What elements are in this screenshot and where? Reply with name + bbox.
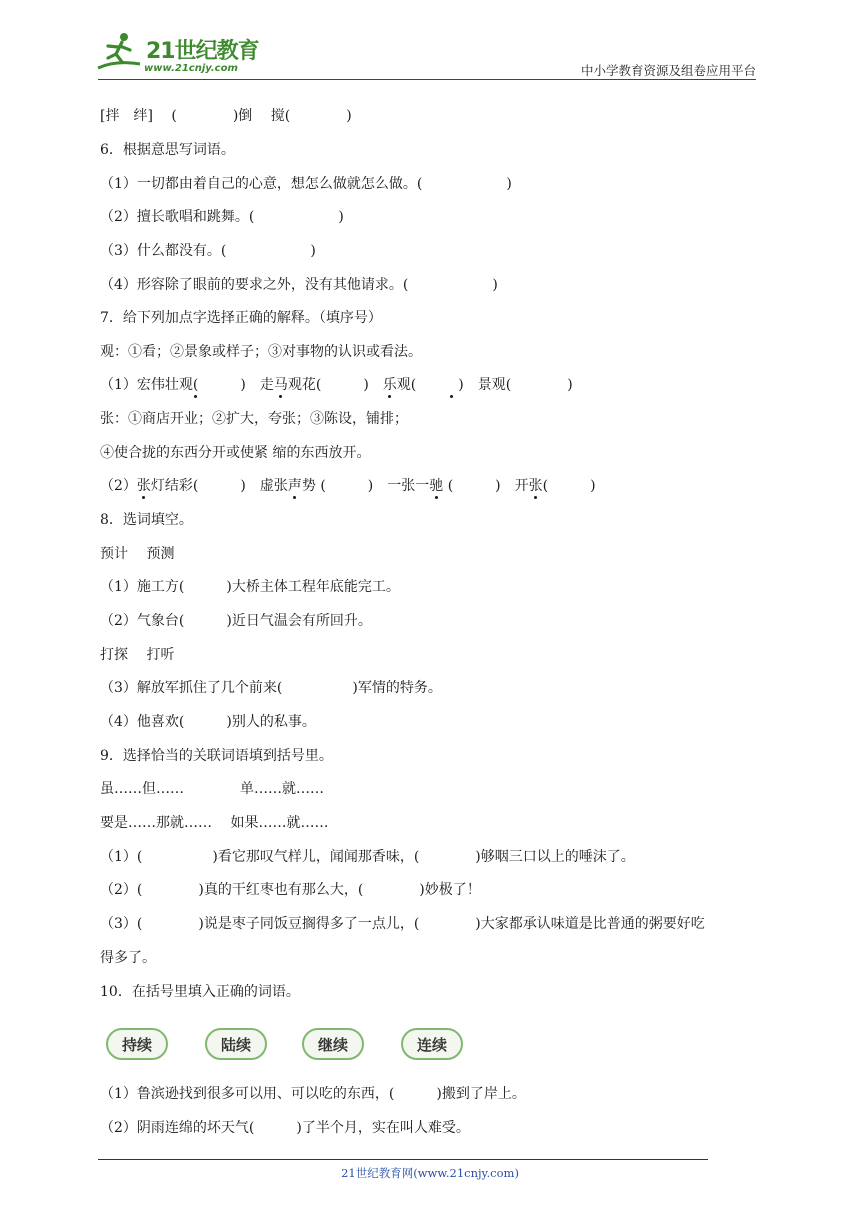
q8-word-pair-2: 打探 打听 [100, 647, 175, 663]
q7-title: 7．给下列加点字选择正确的解释。（填序号） [100, 310, 382, 326]
q9-item-2: （2）( )真的干红枣也有那么大，( )妙极了！ [100, 882, 481, 898]
q10-item-2: （2）阴雨连绵的坏天气( )了半个月，实在叫人难受。 [100, 1120, 470, 1136]
q6-item-4: （4）形容除了眼前的要求之外，没有其他请求。( ) [100, 277, 498, 293]
q8-word-pair-1: 预计 预测 [100, 546, 175, 562]
word-chip-label: 继续 [317, 1036, 348, 1054]
logo-text: 21世纪教育 [146, 39, 259, 64]
q8-item-3: （3）解放军抓住了几个前来( )军情的特务。 [100, 680, 442, 696]
emphasis-dot-char: 驰 [429, 478, 444, 494]
word-chip-label: 陆续 [220, 1036, 251, 1054]
page-footer: 21世纪教育网(www.21cnjy.com) [341, 1166, 519, 1180]
word-chip-label: 连续 [416, 1036, 447, 1054]
q6-item-1: （1）一切都由着自己的心意，想怎么做就怎么做。( ) [100, 176, 512, 192]
q6-item-2: （2）擅长歌唱和跳舞。( ) [100, 209, 344, 225]
runner-logo-icon [94, 30, 144, 74]
q7-item-2: （2）张灯结彩( ) 虚张声势 ( ) 一张一驰 ( ) 开张( ) [100, 478, 596, 494]
q7-item-1: （1）宏伟壮观( ) 走马观花( ) 乐观( ) 景观( ) [100, 377, 573, 393]
site-logo [94, 30, 264, 78]
emphasis-dot-char: ( [192, 377, 199, 393]
word-chip-1 [105, 1027, 169, 1061]
emphasis-dot-char: 声 [287, 478, 302, 494]
q9-item-1: （1）( )看它那叹气样儿，闻闻那香味，( )够咽三口以上的唾沫了。 [100, 849, 635, 865]
q5-tail-line: [拌 绊] ( )倒 搅( ) [100, 108, 352, 124]
logo-url: www.21cnjy.com [144, 63, 238, 74]
q8-item-1: （1）施工方( )大桥主体工程年底能完工。 [100, 579, 400, 595]
q8-item-2: （2）气象台( )近日气温会有所回升。 [100, 613, 372, 629]
word-choice-chips [100, 1027, 500, 1067]
q7-zhang-definition-4: ④使合拢的东西分开或使紧 缩的东西放开。 [100, 445, 371, 461]
header-divider [98, 79, 756, 80]
emphasis-dot-char: 乐 [382, 377, 397, 393]
q9-item-3-continued: 得多了。 [100, 950, 156, 966]
word-chip-2 [204, 1027, 268, 1061]
emphasis-dot-char: 张 [528, 478, 543, 494]
q10-item-1: （1）鲁滨逊找到很多可以用、可以吃的东西，( )搬到了岸上。 [100, 1086, 526, 1102]
word-chip-4 [400, 1027, 464, 1061]
q6-item-3: （3）什么都没有。( ) [100, 243, 316, 259]
footer-divider [98, 1159, 708, 1160]
q8-title: 8．选词填空。 [100, 512, 193, 528]
q9-title: 9．选择恰当的关联词语填到括号里。 [100, 748, 333, 764]
q10-title: 10．在括号里填入正确的词语。 [100, 984, 300, 1000]
word-chip-3 [301, 1027, 365, 1061]
q9-options-1: 虽……但…… 单……就…… [100, 781, 324, 797]
emphasis-dot-char: 马 [273, 377, 288, 393]
emphasis-dot-char: 张 [136, 478, 151, 494]
page-header [0, 0, 860, 82]
emphasis-dot-char [444, 377, 458, 393]
q7-guan-definitions: 观：①看；②景象或样子；③对事物的认识或看法。 [100, 344, 422, 360]
word-chip-label: 持续 [121, 1036, 152, 1054]
q9-options-2: 要是……那就…… 如果……就…… [100, 815, 329, 831]
header-tagline: 中小学教育资源及组卷应用平台 [580, 63, 756, 78]
q8-item-4: （4）他喜欢( )别人的私事。 [100, 714, 316, 730]
q7-zhang-definitions: 张：①商店开业；②扩大，夸张；③陈设，铺排； [100, 411, 408, 427]
q6-title: 6．根据意思写词语。 [100, 142, 235, 158]
q9-item-3: （3）( )说是枣子同饭豆搁得多了一点儿，( )大家都承认味道是比普通的粥要好吃 [100, 916, 705, 932]
